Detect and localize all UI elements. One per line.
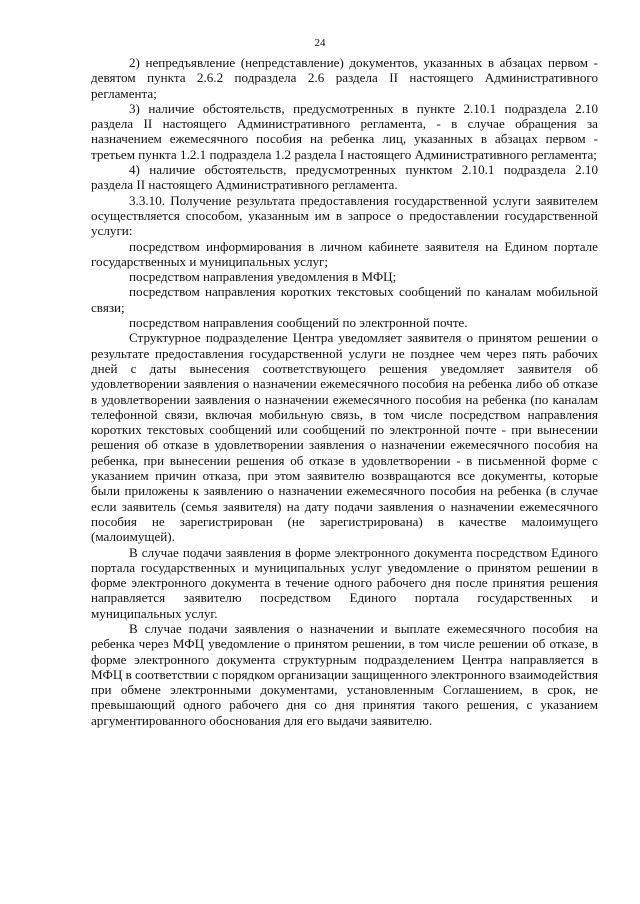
list-item-4: 4) наличие обстоятельств, предусмотренных пунктом 2.10.1 подраздела 2.10 раздела II настоящего Административного регламента. — [91, 162, 598, 193]
document-body — [91, 55, 598, 728]
electronic-application-paragraph: В случае подачи заявления в форме электронного документа посредством Единого портала государственных и муниципальных услуг уведомление о принятом решении в форме электронного документа в течение одного рабочего дня после принятия решения направляется заявителю посредством Единого портала государственных и муниципальных услуг. — [91, 544, 598, 621]
method-mfc-notification: посредством направления уведомления в МФЦ; — [129, 269, 397, 285]
section-3-3-10-paragraph: 3.3.10. Получение результата предоставления государственной услуги заявителем осуществляется способом, указанным им в запросе о предоставлении государственной услуги: — [91, 192, 598, 239]
page-number: 24 — [314, 37, 326, 49]
method-personal-cabinet: посредством информирования в личном кабинете заявителя на Едином портале государственных и муниципальных услуг; — [91, 238, 598, 269]
mfc-application-paragraph: В случае подачи заявления о назначении и выплате ежемесячного пособия на ребенка через МФЦ уведомление о принятом решении, в том числе решении об отказе, в форме электронного документа структурным подразделением Центра направляется в МФЦ в соответствии с порядком организации защищенного электронного взаимодействия при обмене электронными документами, установленным Соглашением, в срок, не превышающий одного рабочего дня со дня принятия такого решения, с указанием аргументированного обоснования для его выдачи заявителю. — [91, 620, 598, 728]
list-item-2: 2) непредъявление (непредставление) документов, указанных в абзацах первом - девятом пункта 2.6.2 подраздела 2.6 раздела II настоящего Административного регламента; — [91, 55, 598, 101]
method-sms: посредством направления коротких текстовых сообщений по каналам мобильной связи; — [91, 284, 598, 315]
method-email: посредством направления сообщений по электронной почте. — [129, 315, 468, 331]
list-item-3: 3) наличие обстоятельств, предусмотренных в пункте 2.10.1 подраздела 2.10 раздела II настоящего Административного регламента, - в случае обращения за назначением ежемесячного пособия на ребенка лиц, указанных в абзацах первом - третьем пункта 1.2.1 подраздела 1.2 раздела I настоящего Административного регламента; — [91, 100, 598, 162]
notification-paragraph: Структурное подразделение Центра уведомляет заявителя о принятом решении о результате предоставления государственной услуги не позднее чем через пять рабочих дней с даты вынесения соответствующего решения уведомляет заявителя об удовлетворении заявления о назначении ежемесячного пособия на ребенка либо об отказе в удовлетворении заявления о назначении ежемесячного пособия на ребенка (по каналам телефонной связи, включая мобильную связь, в том числе посредством направления коротких текстовых сообщений или сообщений по электронной почте - при вынесении решения об отказе в удовлетворении заявления о назначении ежемесячного пособия на ребенка, при вынесении решения об отказе в удовлетворении - в письменной форме с указанием причин отказа, при этом заявителю возвращаются все документы, которые были приложены к заявлению о назначении ежемесячного пособия на ребенка (в случае если заявитель (семья заявителя) на дату подачи заявления о назначении ежемесячного пособия не зарегистрирован (не зарегистрирована) в качестве малоимущего (малоимущей). — [91, 330, 598, 545]
